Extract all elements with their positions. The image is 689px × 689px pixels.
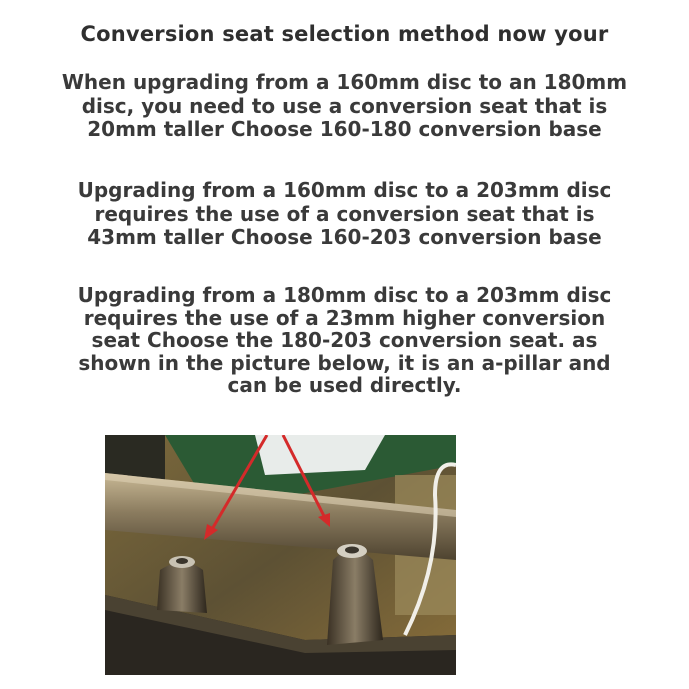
page-title: Conversion seat selection method now your — [80, 22, 609, 46]
frame-mount-photo — [105, 435, 456, 675]
paragraph-180-203: Upgrading from a 180mm disc to a 203mm disc requires the use of a 23mm higher conversion seat Choose the 180-203 conversion seat. as shown in the picture below, it is an a-pillar and can be used directly. — [77, 283, 612, 397]
paragraph-160-180: When upgrading from a 160mm disc to an 180mm disc, you need to use a conversion seat that is 20mm taller Choose 160-180 conversion base — [61, 70, 628, 141]
frame-mount-illustration — [105, 435, 456, 675]
paragraph-160-203: Upgrading from a 160mm disc to a 203mm disc requires the use of a conversion seat that is 43mm taller Choose 160-203 conversion base — [77, 178, 612, 249]
